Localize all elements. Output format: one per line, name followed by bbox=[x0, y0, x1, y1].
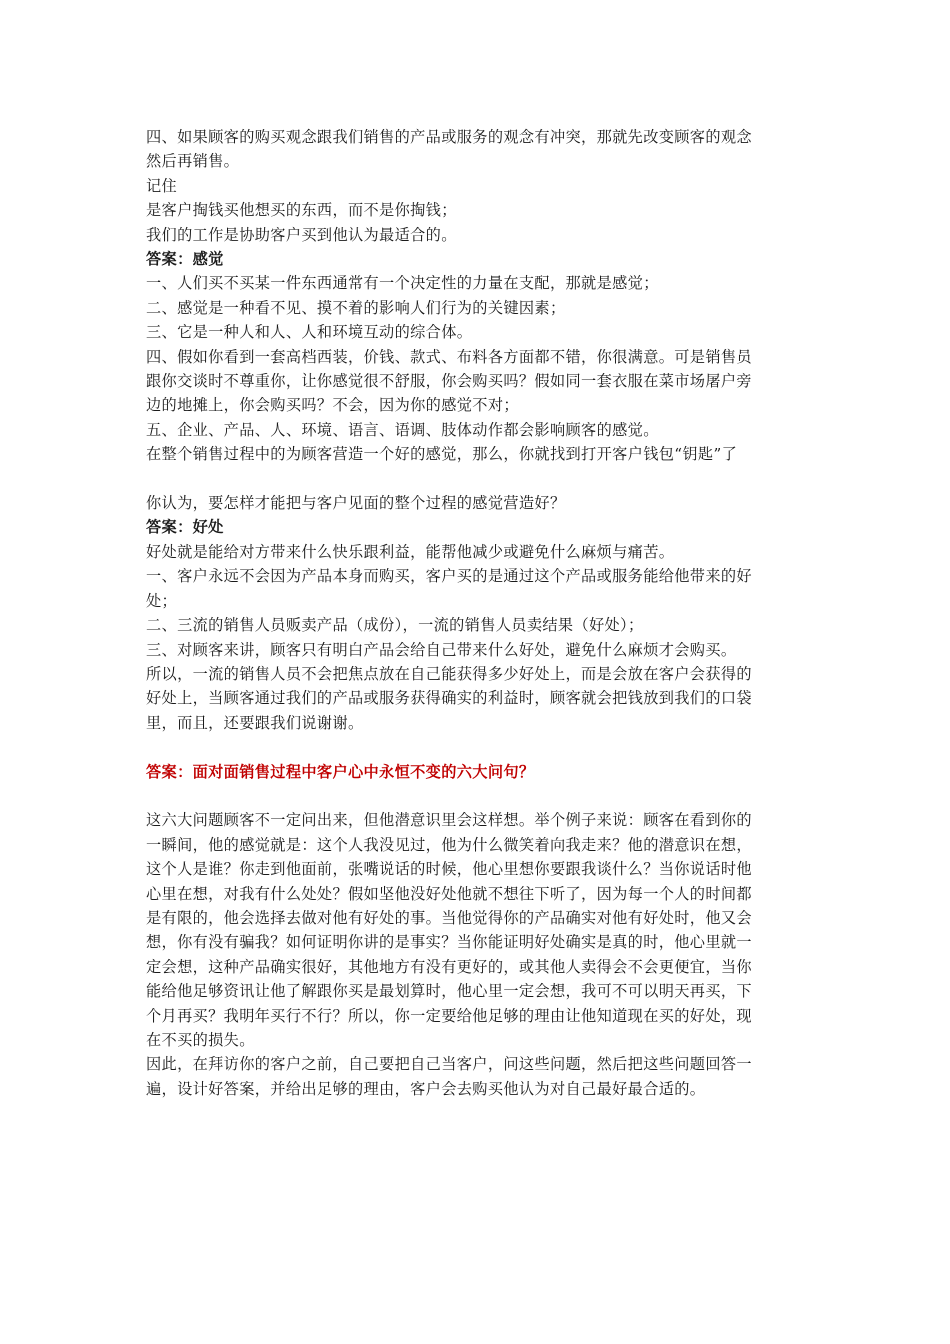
text-line: 二、感觉是一种看不见、摸不着的影响人们行为的关键因素； bbox=[146, 298, 566, 317]
text-line: 四、假如你看到一套高档西装，价钱、款式、布料各方面都不错，你很满意。可是销售员 bbox=[146, 347, 752, 366]
text-line: 三、它是一种人和人、人和环境互动的综合体。 bbox=[146, 323, 473, 342]
text-line: 好处上，当顾客通过我们的产品或服务获得确实的利益时，顾客就会把钱放到我们的口袋 bbox=[146, 689, 752, 708]
text-line: 因此，在拜访你的客户之前，自己要把自己当客户，问这些问题，然后把这些问题回答一 bbox=[146, 1055, 752, 1074]
text-line: 跟你交谈时不尊重你，让你感觉很不舒服，你会购买吗？假如同一套衣服在菜市场屠户旁 bbox=[146, 372, 752, 391]
blank-line bbox=[146, 735, 810, 759]
text-line: 好处就是能给对方带来什么快乐跟利益，能帮他减少或避免什么麻烦与痛苦。 bbox=[146, 542, 675, 561]
blank-line bbox=[146, 467, 810, 491]
section-heading: 答案：面对面销售过程中客户心中永恒不变的六大问句？ bbox=[146, 762, 535, 781]
text-line: 二、三流的销售人员贩卖产品（成份），一流的销售人员卖结果（好处）； bbox=[146, 616, 644, 635]
text-line: 你认为，要怎样才能把与客户见面的整个过程的感觉营造好？ bbox=[146, 494, 566, 513]
blank-line bbox=[146, 784, 810, 808]
text-line: 定会想，这种产品确实很好，其他地方有没有更好的，或其他人卖得会不会更便宜，当你 bbox=[146, 957, 752, 976]
text-line: 遍，设计好答案，并给出足够的理由，客户会去购买他认为对自己最好最合适的。 bbox=[146, 1079, 706, 1098]
section-heading: 答案：感觉 bbox=[146, 250, 224, 269]
text-line: 这个人是谁？你走到他面前，张嘴说话的时候，他心里想你要跟我谈什么？当你说话时他 bbox=[146, 860, 752, 879]
text-line: 边的地摊上，你会购买吗？不会，因为你的感觉不对； bbox=[146, 396, 519, 415]
text-line: 这六大问题顾客不一定问出来，但他潜意识里会这样想。举个例子来说：顾客在看到你的 bbox=[146, 811, 752, 830]
text-line: 四、如果顾客的购买观念跟我们销售的产品或服务的观念有冲突，那就先改变顾客的观念 bbox=[146, 128, 752, 146]
text-line: 我们的工作是协助客户买到他认为最适合的。 bbox=[146, 225, 457, 244]
text-line: 一瞬间，他的感觉就是：这个人我没见过，他为什么微笑着向我走来？他的潜意识在想， bbox=[146, 835, 752, 854]
text-line: 三、对顾客来讲，顾客只有明白产品会给自己带来什么好处，避免什么麻烦才会购买。 bbox=[146, 640, 737, 659]
text-line: 处； bbox=[146, 591, 178, 610]
text-line: 一、人们买不买某一件东西通常有一个决定性的力量在支配，那就是感觉； bbox=[146, 274, 659, 293]
text-line: 想，你有没有骗我？如何证明你讲的是事实？当你能证明好处确实是真的时，他心里就一 bbox=[146, 933, 752, 952]
text-line: 记住 bbox=[146, 176, 178, 195]
text-line: 所以，一流的销售人员不会把焦点放在自己能获得多少好处上，而是会放在客户会获得的 bbox=[146, 664, 752, 683]
text-line: 能给他足够资讯让他了解跟你买是最划算时，他心里一定会想，我可不可以明天再买，下 bbox=[146, 982, 752, 1001]
text-line: 是有限的，他会选择去做对他有好处的事。当他觉得你的产品确实对他有好处时，他又会 bbox=[146, 908, 752, 927]
text-line: 个月再买？我明年买行不行？所以，你一定要给他足够的理由让他知道现在买的好处，现 bbox=[146, 1006, 752, 1025]
text-line: 在不买的损失。 bbox=[146, 1030, 255, 1049]
text-line: 一、客户永远不会因为产品本身而购买，客户买的是通过这个产品或服务能给他带来的好 bbox=[146, 567, 752, 586]
text-line: 在整个销售过程中的为顾客营造一个好的感觉，那么，你就找到打开客户钱包“钥匙”了 bbox=[146, 445, 738, 464]
text-line: 心里在想，对我有什么处处？假如坚他没好处他就不想往下听了，因为每一个人的时间都 bbox=[146, 884, 752, 903]
document-body bbox=[146, 125, 810, 1101]
text-line: 然后再销售。 bbox=[146, 152, 240, 171]
text-line: 里，而且，还要跟我们说谢谢。 bbox=[146, 713, 364, 732]
text-line: 是客户掏钱买他想买的东西，而不是你掏钱； bbox=[146, 201, 457, 220]
section-heading: 答案：好处 bbox=[146, 518, 224, 537]
text-line: 五、企业、产品、人、环境、语言、语调、肢体动作都会影响顾客的感觉。 bbox=[146, 420, 659, 439]
